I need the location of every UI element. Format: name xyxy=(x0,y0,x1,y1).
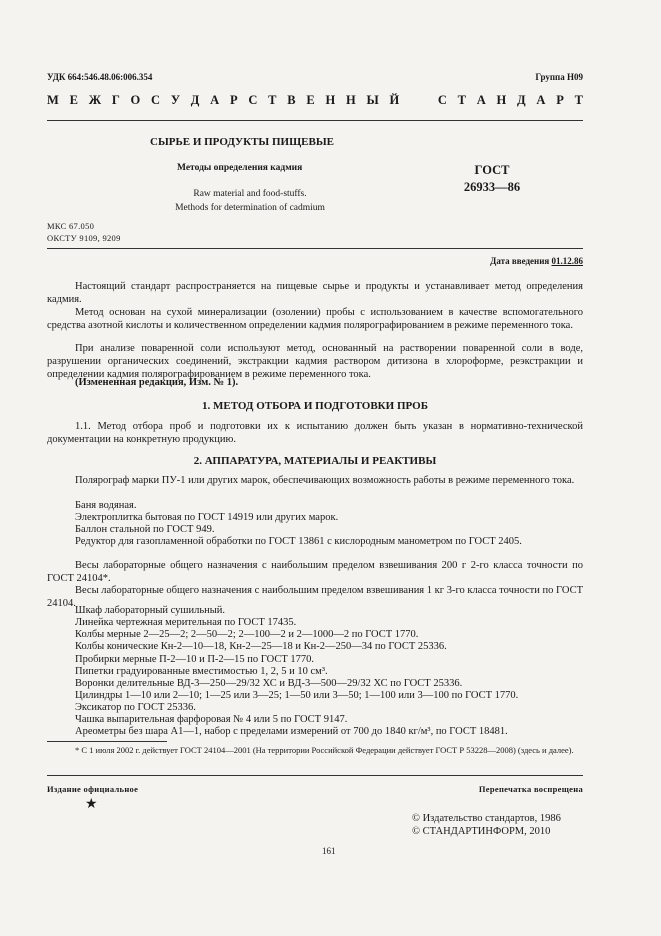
banner-letter: Е xyxy=(306,93,315,107)
footnote-rule xyxy=(47,741,167,742)
banner-letter: У xyxy=(170,93,181,107)
document-title: СЫРЬЕ И ПРОДУКТЫ ПИЩЕВЫЕ xyxy=(150,136,334,148)
footer-rule xyxy=(47,775,583,776)
banner-letter: Ж xyxy=(88,93,102,107)
list-item: Шкаф лабораторный сушильный. xyxy=(75,605,226,616)
list-item: Цилиндры 1—10 или 2—10; 1—25 или 3—25; 1—50 или 3—50; 1—100 или 3—100 по ГОСТ 1770. xyxy=(75,690,519,701)
banner-letter: Г xyxy=(111,93,120,107)
list-item: Электроплитка бытовая по ГОСТ 14919 или других марок. xyxy=(75,512,339,523)
gost-number: 26933—86 xyxy=(463,180,521,194)
banner-letter: Т xyxy=(457,93,466,107)
list-item: Воронки делительные ВД-3—250—29/32 ХС и ВД-3—500—29/32 ХС по ГОСТ 25336. xyxy=(75,678,463,689)
amendment-note: (Измененная редакция, Изм. № 1). xyxy=(75,377,239,388)
list-item: Линейка чертежная мерительная по ГОСТ 17435. xyxy=(75,617,297,628)
list-item: Баллон стальной по ГОСТ 949. xyxy=(75,524,215,535)
banner-letter: С xyxy=(151,93,161,107)
banner-letter: Т xyxy=(574,93,583,107)
banner-letter: О xyxy=(130,93,141,107)
english-title-line-1: Raw material and food-stuffs. xyxy=(193,189,307,199)
list-item: Пробирки мерные П-2—10 и П-2—15 по ГОСТ 1770. xyxy=(75,654,314,665)
effective-date xyxy=(490,256,583,266)
effective-date-label: Дата введения xyxy=(490,256,552,266)
okstu-code: ОКСТУ 9109, 9209 xyxy=(47,233,121,243)
banner-letter: Р xyxy=(229,93,238,107)
top-rule xyxy=(47,120,583,121)
banner-letter: Д xyxy=(517,93,526,107)
document-subtitle: Методы определения кадмия xyxy=(177,163,303,173)
banner-letter: В xyxy=(287,93,296,107)
banner-letter: М xyxy=(47,93,59,107)
banner-gap xyxy=(424,93,427,108)
official-edition: Издание официальное xyxy=(47,784,139,794)
banner-letter: А xyxy=(210,93,220,107)
gost-label: ГОСТ xyxy=(474,163,510,177)
meta-rule xyxy=(47,248,583,249)
banner-letter: С xyxy=(248,93,258,107)
list-item: Ареометры без шара А1—1, набор с пределами измерений от 700 до 1840 кг/м³, по ГОСТ 18481. xyxy=(75,726,508,737)
banner-letter: Е xyxy=(69,93,78,107)
english-title-line-2: Methods for determination of cadmium xyxy=(175,203,325,213)
mks-code: МКС 67.050 xyxy=(47,221,95,231)
section-1-paragraph: 1.1. Метод отбора проб и подготовки их к испытанию должен быть указан в нормативно-технической документации на конкретную продукцию. xyxy=(47,421,583,445)
list-item: Колбы конические Кн-2—10—18, Кн-2—25—18 и Кн-2—250—34 по ГОСТ 25336. xyxy=(75,641,447,652)
reprint-prohibited: Перепечатка воспрещена xyxy=(478,784,583,794)
banner-letter: А xyxy=(476,93,486,107)
banner-letter: Т xyxy=(268,93,277,107)
intro-paragraph-2: Метод основан на сухой минерализации (озолении) пробы с использованием в качестве вспомогательного средства азотной кислоты и количественном определении кадмия полярографированием в режиме переменного тока. xyxy=(47,307,583,331)
banner-letter: Д xyxy=(190,93,200,107)
banner-letter: Н xyxy=(325,93,336,107)
section-2-title: 2. АППАРАТУРА, МАТЕРИАЛЫ И РЕАКТИВЫ xyxy=(193,455,437,467)
banner-letter: А xyxy=(536,93,546,107)
copyright-2: © СТАНДАРТИНФОРМ, 2010 xyxy=(412,826,551,837)
banner-letter: Н xyxy=(496,93,507,107)
footnote: * С 1 июля 2002 г. действует ГОСТ 24104—2001 (На территории Российской Федерации действует ГОСТ Р 53228—2008) (здесь и далее). xyxy=(75,745,574,755)
list-item: Колбы мерные 2—25—2; 2—50—2; 2—100—2 и 2—1000—2 по ГОСТ 1770. xyxy=(75,629,419,640)
list-item: Весы лабораторные общего назначения с наибольшим пределом взвешивания 200 г 2-го класса точности по ГОСТ 24104*. xyxy=(47,560,583,584)
list-item: Чашка выпарительная фарфоровая № 4 или 5 по ГОСТ 9147. xyxy=(75,714,348,725)
banner-letter: Н xyxy=(346,93,356,107)
group-code: Группа Н09 xyxy=(535,72,583,82)
list-item: Эксикатор по ГОСТ 25336. xyxy=(75,702,196,713)
intro-paragraph-3: При анализе поваренной соли используют метод, основанный на растворении поваренной соли в воде, разрушении органических соединений, экстракции кадмия раствором дитизона в хлороформе, реэкстракции и определении кадмия полярографированием в режиме переменного тока. xyxy=(47,343,583,380)
banner-letter: Р xyxy=(556,93,564,107)
intro-paragraph-1: Настоящий стандарт распространяется на пищевые сырье и продукты и устанавливает метод определения кадмия. xyxy=(47,281,583,305)
banner-letter: Ы xyxy=(366,93,379,107)
list-item: Баня водяная. xyxy=(75,500,137,511)
banner-gap xyxy=(410,93,413,108)
star-icon: ★ xyxy=(85,797,98,812)
list-item: Редуктор для газопламенной обработки по ГОСТ 13861 с кислородным манометром по ГОСТ 2405. xyxy=(75,536,522,547)
copyright-1: © Издательство стандартов, 1986 xyxy=(412,813,561,824)
list-item: Полярограф марки ПУ-1 или других марок, обеспечивающих возможность работы в режиме переменного тока. xyxy=(75,475,575,486)
page-number: 161 xyxy=(322,846,336,856)
udk-code: УДК 664:546.48.06:006.354 xyxy=(47,72,153,82)
list-item: Весы лабораторные общего назначения с наибольшим пределом взвешивания 1 кг 3-го класса точности по ГОСТ 24104. xyxy=(47,585,583,609)
effective-date-value: 01.12.86 xyxy=(551,256,583,266)
banner-letter: Й xyxy=(389,93,400,107)
standard-banner xyxy=(47,93,583,108)
banner-letter: С xyxy=(437,93,447,107)
list-item: Пипетки градуированные вместимостью 1, 2, 5 и 10 см³. xyxy=(75,666,328,677)
section-1-title: 1. МЕТОД ОТБОРА И ПОДГОТОВКИ ПРОБ xyxy=(201,400,428,412)
